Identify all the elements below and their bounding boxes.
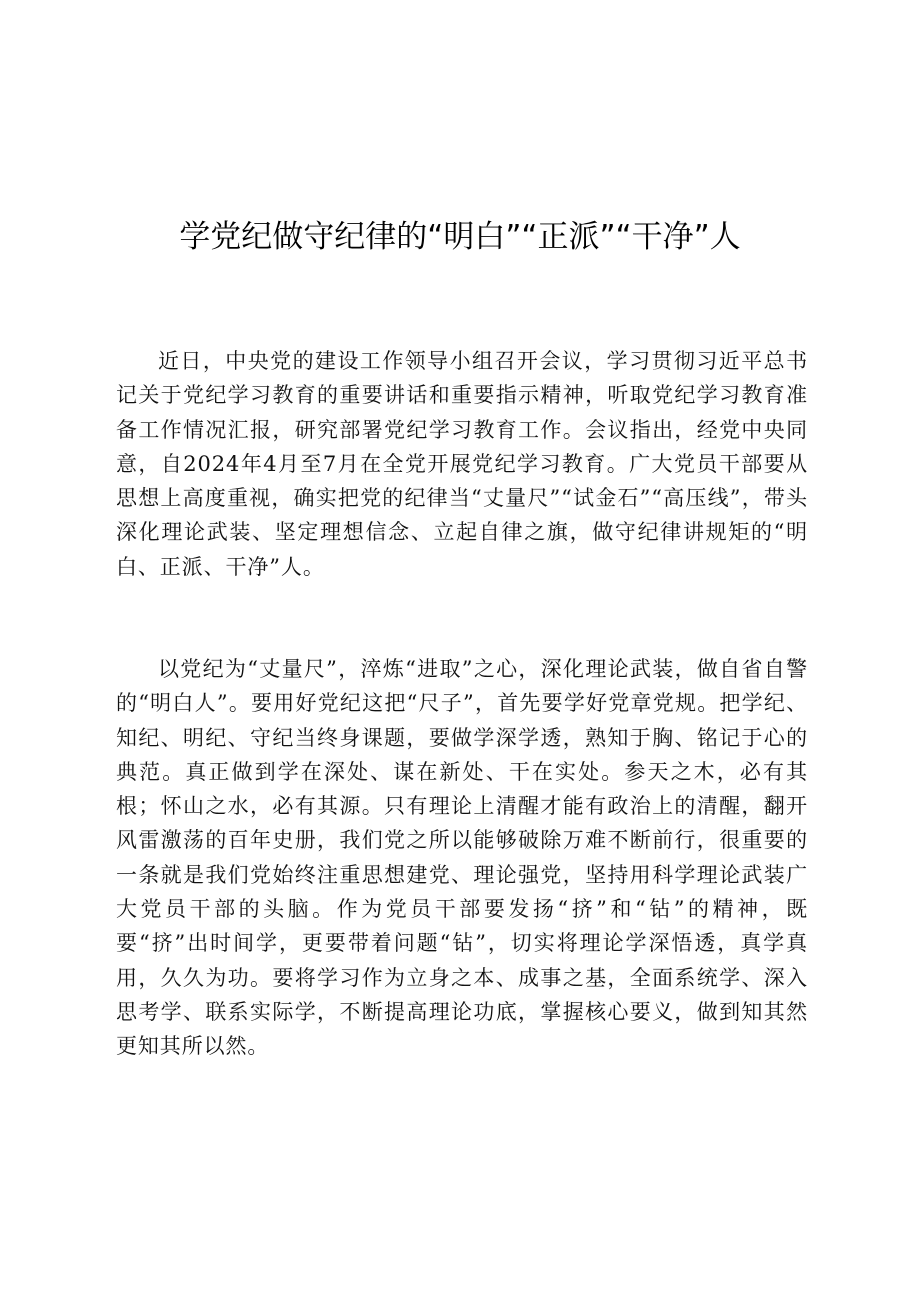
body-paragraph: 以党纪为“丈量尺”，淬炼“进取”之心，深化理论武装，做自省自警的“明白人”。要用好党纪这把“尺子”，首先要学好党章党规。把学纪、知纪、明纪、守纪当终身课题，要做学深学透，熟知于胸、铭记于心的典范。真正做到学在深处、谋在新处、干在实处。参天之木，必有其根；怀山之水，必有其源。只有理论上清醒才能有政治上的清醒，翻开风雷激荡的百年史册，我们党之所以能够破除万难不断前行，很重要的一条就是我们党始终注重思想建党、理论强党，坚持用科学理论武装广大党员干部的头脑。作为党员干部要发扬“挤”和“钻”的精神，既要“挤”出时间学，更要带着问题“钻”，切实将理论学深悟透，真学真用，久久为功。要将学习作为立身之本、成事之基，全面系统学、深入思考学、联系实际学，不断提高理论功底，掌握核心要义，做到知其然更知其所以然。 — [116, 657, 808, 1059]
body-paragraph: 近日，中央党的建设工作领导小组召开会议，学习贯彻习近平总书记关于党纪学习教育的重要讲话和重要指示精神，听取党纪学习教育准备工作情况汇报，研究部署党纪学习教育工作。会议指出，经党中央同意，自2024年4月至7月在全党开展党纪学习教育。广大党员干部要从思想上高度重视，确实把党的纪律当“丈量尺”“试金石”“高压线”，带头深化理论武装、坚定理想信念、立起自律之旗，做守纪律讲规矩的“明白、正派、干净”人。 — [116, 349, 808, 579]
document-body — [116, 344, 808, 1064]
document-title: 学党纪做守纪律的“明白”“正派”“干净”人 — [179, 219, 741, 255]
